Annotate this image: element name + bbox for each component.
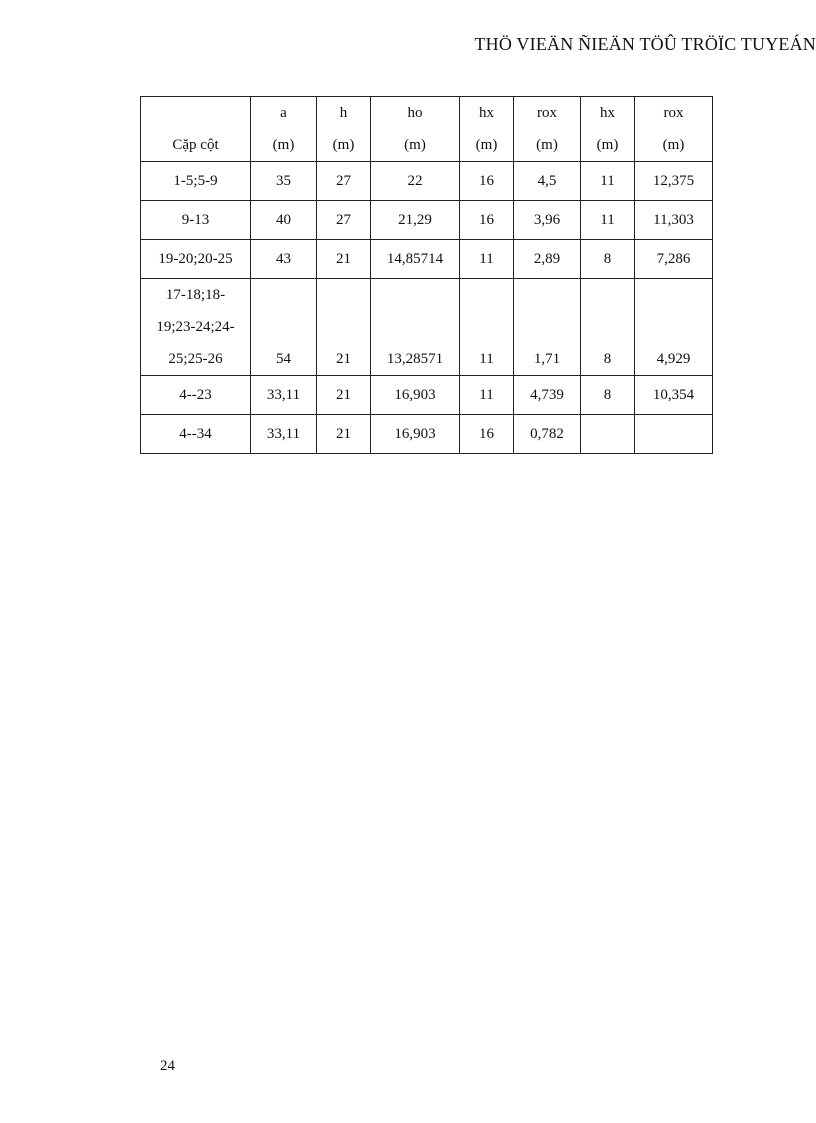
cell-a: 33,11 [251, 415, 317, 454]
header-a-unit: (m) [272, 137, 295, 153]
page-number: 24 [160, 1058, 175, 1074]
cell-h: 21 [317, 415, 371, 454]
header-ho-label: ho [407, 105, 423, 121]
cell-rox1: 4,5 [514, 162, 581, 201]
header-cell-hx1 [460, 97, 514, 162]
cell-hx2: 8 [581, 240, 635, 279]
header-h-unit: (m) [332, 137, 355, 153]
cell-pair-line: 19;23-24;24- [156, 319, 235, 335]
cell-h: 21 [317, 240, 371, 279]
header-h-label: h [339, 105, 348, 121]
cell-rox1: 2,89 [514, 240, 581, 279]
table-row [141, 279, 713, 376]
cell-hx1: 16 [460, 201, 514, 240]
table-row [141, 415, 713, 454]
header-cell-h [317, 97, 371, 162]
header-cell-hx2 [581, 97, 635, 162]
cell-hx2 [581, 415, 635, 454]
header-rox1-unit: (m) [536, 137, 558, 153]
cell-hx1: 11 [460, 240, 514, 279]
table-row [141, 162, 713, 201]
cell-pair-line: 25;25-26 [168, 351, 223, 367]
cell-pair: 19-20;20-25 [141, 240, 251, 279]
header-hx2-unit: (m) [596, 137, 619, 153]
cell-h: 27 [317, 162, 371, 201]
cell-rox1: 1,71 [514, 279, 581, 376]
cell-ho: 16,903 [371, 415, 460, 454]
header-hx1-unit: (m) [475, 137, 498, 153]
cell-rox2: 7,286 [635, 240, 713, 279]
cell-a: 40 [251, 201, 317, 240]
header-cell-pair [141, 97, 251, 162]
header-cell-rox1 [514, 97, 581, 162]
cell-pair [141, 279, 251, 376]
cell-rox2: 12,375 [635, 162, 713, 201]
header-rox2-unit: (m) [662, 137, 685, 153]
cell-pair: 1-5;5-9 [141, 162, 251, 201]
cell-hx1: 16 [460, 162, 514, 201]
cell-ho: 13,28571 [371, 279, 460, 376]
cell-ho: 22 [371, 162, 460, 201]
cell-hx1: 11 [460, 376, 514, 415]
cell-rox2: 4,929 [635, 279, 713, 376]
table-row [141, 201, 713, 240]
cell-hx1: 16 [460, 415, 514, 454]
cell-rox2: 11,303 [635, 201, 713, 240]
cell-pair: 9-13 [141, 201, 251, 240]
header-a-label: a [280, 105, 287, 121]
cell-a: 35 [251, 162, 317, 201]
header-rox2-label: rox [663, 105, 684, 121]
cell-pair-line: 17-18;18- [165, 287, 226, 303]
header-ho-unit: (m) [404, 137, 426, 153]
cell-h: 21 [317, 376, 371, 415]
cell-ho: 16,903 [371, 376, 460, 415]
cell-ho: 21,29 [371, 201, 460, 240]
cell-hx2: 8 [581, 279, 635, 376]
cell-rox2: 10,354 [635, 376, 713, 415]
header-rox1-label: rox [537, 105, 557, 121]
cell-hx2: 8 [581, 376, 635, 415]
table-row [141, 376, 713, 415]
cell-hx2: 11 [581, 162, 635, 201]
data-table [140, 96, 713, 454]
table-header-row [141, 97, 713, 162]
cell-rox1: 0,782 [514, 415, 581, 454]
header-cell-a [251, 97, 317, 162]
cell-pair: 4--34 [141, 415, 251, 454]
header-cell-rox2 [635, 97, 713, 162]
cell-a: 54 [251, 279, 317, 376]
header-hx2-label: hx [600, 105, 615, 121]
cell-h: 27 [317, 201, 371, 240]
table-row [141, 240, 713, 279]
page-header: THÖ VIEÄN ÑIEÄN TÖÛ TRÖÏC TUYEÁN [474, 34, 816, 54]
cell-rox1: 4,739 [514, 376, 581, 415]
header-pair-label: Cặp cột [172, 137, 219, 153]
cell-rox1: 3,96 [514, 201, 581, 240]
cell-hx1: 11 [460, 279, 514, 376]
cell-ho: 14,85714 [371, 240, 460, 279]
cell-h: 21 [317, 279, 371, 376]
header-cell-ho [371, 97, 460, 162]
cell-rox2 [635, 415, 713, 454]
cell-pair: 4--23 [141, 376, 251, 415]
header-hx1-label: hx [479, 105, 494, 121]
cell-a: 33,11 [251, 376, 317, 415]
cell-hx2: 11 [581, 201, 635, 240]
cell-a: 43 [251, 240, 317, 279]
